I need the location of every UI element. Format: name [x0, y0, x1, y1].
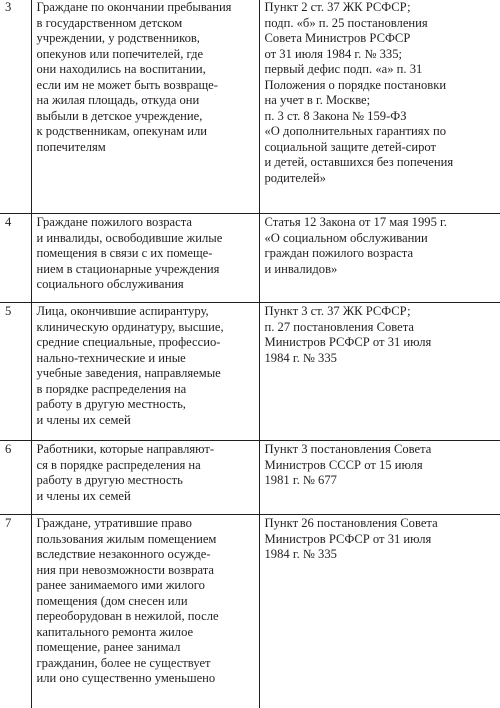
citizen-category: Граждане пожилого возраста и инвалиды, освободившие жилые помещения в связи с их помеще- нием в стационарные учреждения социального обслуживания [31, 214, 259, 303]
table-row [0, 515, 500, 708]
citizen-category: Граждане по окончании пребывания в государственном детском учреждении, у родственников, опекунов или попечителей, где они находились на воспитании, если им не может быть возвраще- на жилая площадь, откуда они выбыли в детское учреждение, к родственникам, опекунам или попечителям [31, 0, 259, 214]
table-row [0, 303, 500, 441]
legal-basis: Статья 12 Закона от 17 мая 1995 г. «О социальном обслуживании граждан пожилого возраста и инвалидов» [259, 214, 500, 303]
legal-basis: Пункт 26 постановления Совета Министров РСФСР от 31 июля 1984 г. № 335 [259, 515, 500, 708]
citizen-category: Граждане, утратившие право пользования жилым помещением вследствие незаконного осужде- ния при невозможности возврата ранее занимаемого ими жилого помещения (дом снесен или переоборудован в нежилой, после капитального ремонта жилое помещение, ранее занимал гражданин, более не существует или оно существенно уменьшено [31, 515, 259, 708]
table-row [0, 441, 500, 515]
legal-basis: Пункт 3 ст. 37 ЖК РСФСР; п. 27 постановления Совета Министров РСФСР от 31 июля 1984 г. № 335 [259, 303, 500, 441]
row-number: 6 [0, 441, 31, 515]
citizen-category: Лица, окончившие аспирантуру, клиническую ординатуру, высшие, средние специальные, профессио- нально-технические и иные учебные заведения, направляемые в порядке распределения на работу в другую местность, и члены их семей [31, 303, 259, 441]
legal-basis: Пункт 3 постановления Совета Министров СССР от 15 июля 1981 г. № 677 [259, 441, 500, 515]
row-number: 3 [0, 0, 31, 214]
table-row [0, 214, 500, 303]
row-number: 5 [0, 303, 31, 441]
row-number: 4 [0, 214, 31, 303]
table-row [0, 0, 500, 214]
row-number: 7 [0, 515, 31, 708]
citizen-category: Работники, которые направляют- ся в порядке распределения на работу в другую местность и члены их семей [31, 441, 259, 515]
legal-basis: Пункт 2 ст. 37 ЖК РСФСР; подп. «б» п. 25 постановления Совета Министров РСФСР от 31 июля 1984 г. № 335; первый дефис подп. «а» п. 31 Положения о порядке постановки на учет в г. Москве; п. 3 ст. 8 Закона № 159-ФЗ «О дополнительных гарантиях по социальной защите детей-сирот и детей, оставшихся без попечения родителей» [259, 0, 500, 214]
